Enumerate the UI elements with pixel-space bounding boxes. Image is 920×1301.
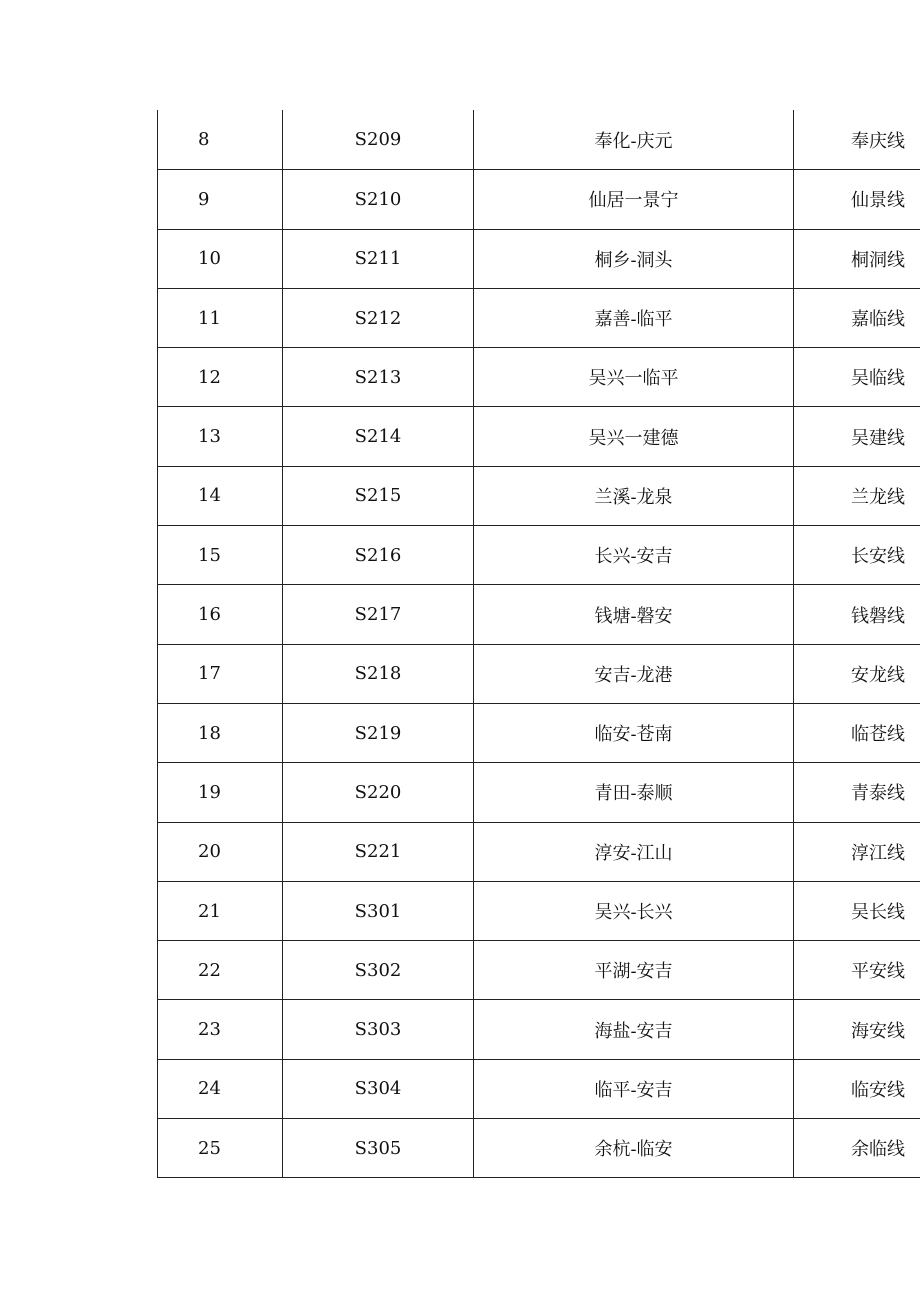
road-code-cell: S215 <box>283 467 474 525</box>
route-cell: 仙居一景宁 <box>474 170 794 228</box>
row-number-cell: 20 <box>158 823 283 881</box>
road-code-cell: S221 <box>283 823 474 881</box>
row-number-cell: 11 <box>158 289 283 347</box>
table-row <box>158 288 920 347</box>
route-cell: 余杭-临安 <box>474 1119 794 1177</box>
road-code-cell: S211 <box>283 230 474 288</box>
table-row <box>158 169 920 228</box>
route-cell: 兰溪-龙泉 <box>474 467 794 525</box>
row-number-cell: 15 <box>158 526 283 584</box>
row-number-cell: 10 <box>158 230 283 288</box>
table-row <box>158 1118 920 1177</box>
line-name-cell: 海安线 <box>851 1020 905 1042</box>
route-cell: 桐乡-洞头 <box>474 230 794 288</box>
row-number-cell: 9 <box>158 170 283 228</box>
row-number-cell: 8 <box>158 110 283 169</box>
row-number-cell: 22 <box>158 941 283 999</box>
line-name-cell: 余临线 <box>851 1139 905 1161</box>
line-name-cell: 临安线 <box>851 1079 905 1101</box>
table-row <box>158 525 920 584</box>
row-number-cell: 21 <box>158 882 283 940</box>
route-cell: 吴兴一建德 <box>474 407 794 465</box>
road-table <box>157 110 920 1178</box>
line-name-cell: 青泰线 <box>851 783 905 805</box>
row-number-cell: 13 <box>158 407 283 465</box>
table-row <box>158 644 920 703</box>
route-cell: 吴兴-长兴 <box>474 882 794 940</box>
row-number-cell: 23 <box>158 1000 283 1058</box>
table-row <box>158 347 920 406</box>
line-name-cell: 桐洞线 <box>851 249 905 271</box>
line-name-cell: 奉庆线 <box>851 130 905 152</box>
route-cell: 青田-泰顺 <box>474 763 794 821</box>
road-code-cell: S305 <box>283 1119 474 1177</box>
route-cell: 长兴-安吉 <box>474 526 794 584</box>
line-name-cell: 淳江线 <box>851 842 905 864</box>
table-row <box>158 940 920 999</box>
road-code-cell: S209 <box>283 110 474 169</box>
table-row <box>158 881 920 940</box>
line-name-cell: 吴临线 <box>851 368 905 390</box>
row-number-cell: 12 <box>158 348 283 406</box>
road-code-cell: S218 <box>283 645 474 703</box>
road-code-cell: S210 <box>283 170 474 228</box>
row-number-cell: 16 <box>158 585 283 643</box>
line-name-cell: 钱磐线 <box>851 605 905 627</box>
line-name-cell: 吴长线 <box>851 902 905 923</box>
row-number-cell: 17 <box>158 645 283 703</box>
line-name-cell: 仙景线 <box>851 190 905 212</box>
table-row <box>158 1059 920 1118</box>
route-cell: 海盐-安吉 <box>474 1000 794 1058</box>
table-row <box>158 584 920 643</box>
road-code-cell: S216 <box>283 526 474 584</box>
table-row <box>158 229 920 288</box>
table-row <box>158 703 920 762</box>
table-row <box>158 466 920 525</box>
route-cell: 平湖-安吉 <box>474 941 794 999</box>
row-number-cell: 24 <box>158 1060 283 1118</box>
road-code-cell: S214 <box>283 407 474 465</box>
road-code-cell: S302 <box>283 941 474 999</box>
table-row <box>158 110 920 169</box>
line-name-cell: 吴建线 <box>851 427 905 449</box>
route-cell: 嘉善-临平 <box>474 289 794 347</box>
line-name-cell: 长安线 <box>851 546 905 568</box>
road-code-cell: S217 <box>283 585 474 643</box>
row-number-cell: 19 <box>158 763 283 821</box>
route-cell: 吴兴一临平 <box>474 348 794 406</box>
road-code-cell: S212 <box>283 289 474 347</box>
line-name-cell: 平安线 <box>851 961 905 983</box>
line-name-cell: 临苍线 <box>851 724 905 746</box>
road-code-cell: S301 <box>283 882 474 940</box>
row-number-cell: 25 <box>158 1119 283 1177</box>
table-row <box>158 822 920 881</box>
road-code-cell: S213 <box>283 348 474 406</box>
route-cell: 奉化-庆元 <box>474 110 794 169</box>
row-number-cell: 14 <box>158 467 283 525</box>
road-code-cell: S304 <box>283 1060 474 1118</box>
route-cell: 安吉-龙港 <box>474 645 794 703</box>
route-cell: 淳安-江山 <box>474 823 794 881</box>
table-row <box>158 406 920 465</box>
row-number-cell: 18 <box>158 704 283 762</box>
line-name-cell: 安龙线 <box>851 664 905 686</box>
route-cell: 钱塘-磐安 <box>474 585 794 643</box>
table-row <box>158 762 920 821</box>
route-cell: 临平-安吉 <box>474 1060 794 1118</box>
table-row <box>158 999 920 1058</box>
line-name-cell: 嘉临线 <box>851 309 905 331</box>
road-code-cell: S303 <box>283 1000 474 1058</box>
route-cell: 临安-苍南 <box>474 704 794 762</box>
road-code-cell: S219 <box>283 704 474 762</box>
line-name-cell: 兰龙线 <box>851 486 905 508</box>
road-code-cell: S220 <box>283 763 474 821</box>
